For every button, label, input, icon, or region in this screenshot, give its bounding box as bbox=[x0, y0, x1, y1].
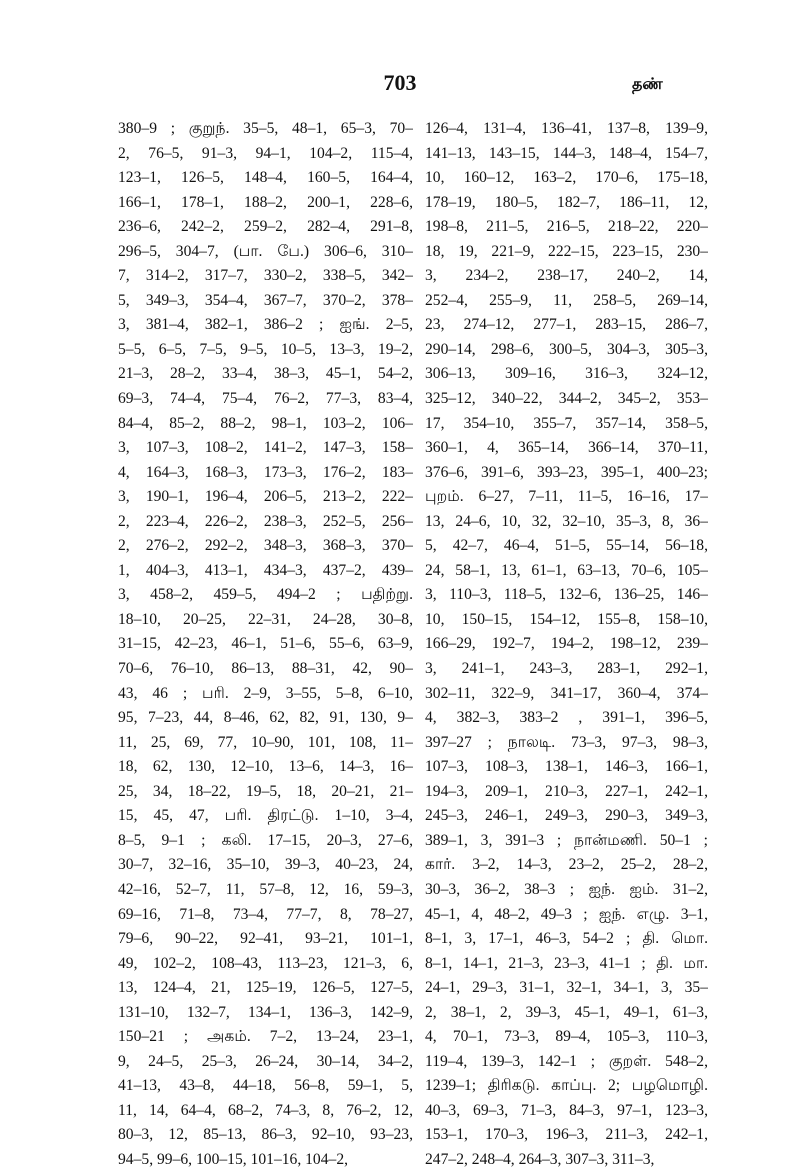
index-line: 119–4, 139–3, 142–1 ; குறள். 548–2, bbox=[425, 1052, 708, 1070]
index-line: 13, 124–4, 21, 125–19, 126–5, 127–5, bbox=[118, 979, 413, 997]
index-line: 49, 102–2, 108–43, 113–23, 121–3, 6, bbox=[118, 954, 413, 972]
index-line: 10, 150–15, 154–12, 155–8, 158–10, bbox=[425, 610, 708, 628]
index-line: 79–6, 90–22, 92–41, 93–21, 101–1, bbox=[118, 930, 413, 948]
index-line: 69–3, 74–4, 75–4, 76–2, 77–3, 83–4, bbox=[118, 390, 413, 408]
index-line: 41–13, 43–8, 44–18, 56–8, 59–1, 5, bbox=[118, 1077, 413, 1095]
index-line: 30–3, 36–2, 38–3 ; ஐந். ஐம். 31–2, bbox=[425, 880, 708, 898]
page-number: 703 bbox=[383, 70, 417, 95]
index-line: 2, 223–4, 226–2, 238–3, 252–5, 256– bbox=[118, 512, 413, 530]
index-line: 30–7, 32–16, 35–10, 39–3, 40–23, 24, bbox=[118, 856, 413, 874]
index-line: 3, 107–3, 108–2, 141–2, 147–3, 158– bbox=[118, 439, 413, 457]
index-line: 1239–1; திரிகடு. காப்பு. 2; பழமொழி. bbox=[425, 1077, 708, 1095]
index-line: 11, 14, 64–4, 68–2, 74–3, 8, 76–2, 12, bbox=[118, 1101, 413, 1119]
index-line: 23, 274–12, 277–1, 283–15, 286–7, bbox=[425, 316, 708, 334]
index-line: 4, 70–1, 73–3, 89–4, 105–3, 110–3, bbox=[425, 1028, 708, 1046]
index-line: 3, 381–4, 382–1, 386–2 ; ஐங். 2–5, bbox=[118, 316, 413, 334]
index-line: 24–1, 29–3, 31–1, 32–1, 34–1, 3, 35– bbox=[425, 979, 708, 997]
index-line: 325–12, 340–22, 344–2, 345–2, 353– bbox=[425, 390, 708, 408]
index-line: 80–3, 12, 85–13, 86–3, 92–10, 93–23, bbox=[118, 1126, 413, 1144]
page-header bbox=[0, 0, 800, 110]
index-line: 31–15, 42–23, 46–1, 51–6, 55–6, 63–9, bbox=[118, 635, 413, 653]
index-line: 15, 45, 47, பரி. திரட்டு. 1–10, 3–4, bbox=[118, 807, 413, 825]
index-line: 11, 25, 69, 77, 10–90, 101, 108, 11– bbox=[118, 733, 413, 751]
index-line: 70–6, 76–10, 86–13, 88–31, 42, 90– bbox=[118, 660, 413, 678]
index-line: 18–10, 20–25, 22–31, 24–28, 30–8, bbox=[118, 610, 413, 628]
index-line: 126–4, 131–4, 136–41, 137–8, 139–9, bbox=[425, 120, 708, 137]
index-line: 25, 34, 18–22, 19–5, 18, 20–21, 21– bbox=[118, 782, 413, 800]
index-line: 7, 314–2, 317–7, 330–2, 338–5, 342– bbox=[118, 267, 413, 285]
index-line: 45–1, 4, 48–2, 49–3 ; ஐந். எழு. 3–1, bbox=[425, 905, 708, 923]
index-line: 8–5, 9–1 ; கலி. 17–15, 20–3, 27–6, bbox=[118, 831, 413, 849]
index-line: 18, 19, 221–9, 222–15, 223–15, 230– bbox=[425, 242, 708, 260]
index-line: 2, 76–5, 91–3, 94–1, 104–2, 115–4, bbox=[118, 144, 413, 162]
right-column bbox=[425, 117, 708, 1173]
left-column bbox=[118, 117, 413, 1173]
index-line: 42–16, 52–7, 11, 57–8, 12, 16, 59–3, bbox=[118, 880, 413, 898]
index-line: 107–3, 108–3, 138–1, 146–3, 166–1, bbox=[425, 758, 708, 776]
index-line: 1, 404–3, 413–1, 434–3, 437–2, 439– bbox=[118, 561, 413, 579]
index-line: 245–3, 246–1, 249–3, 290–3, 349–3, bbox=[425, 807, 708, 825]
index-line: 2, 38–1, 2, 39–3, 45–1, 49–1, 61–3, bbox=[425, 1003, 708, 1021]
index-line: 3, 458–2, 459–5, 494–2 ; பதிற்று. bbox=[118, 586, 413, 604]
index-line: 94–5, 99–6, 100–15, 101–16, 104–2, bbox=[118, 1150, 349, 1168]
index-line: 8–1, 14–1, 21–3, 23–3, 41–1 ; தி. மா. bbox=[425, 954, 708, 972]
index-line: 252–4, 255–9, 11, 258–5, 269–14, bbox=[425, 291, 708, 309]
index-line: 247–2, 248–4, 264–3, 307–3, 311–3, bbox=[425, 1150, 655, 1168]
index-line: 9, 24–5, 25–3, 26–24, 30–14, 34–2, bbox=[118, 1052, 413, 1070]
index-line: 21–3, 28–2, 33–4, 38–3, 45–1, 54–2, bbox=[118, 365, 413, 383]
index-line: 95, 7–23, 44, 8–46, 62, 82, 91, 130, 9– bbox=[118, 709, 413, 727]
index-line: 153–1, 170–3, 196–3, 211–3, 242–1, bbox=[425, 1126, 708, 1144]
index-line: 43, 46 ; பரி. 2–9, 3–55, 5–8, 6–10, bbox=[118, 684, 413, 702]
index-line: 376–6, 391–6, 393–23, 395–1, 400–23; bbox=[425, 463, 708, 481]
index-line: 198–8, 211–5, 216–5, 218–22, 220– bbox=[425, 218, 708, 236]
index-line: 290–14, 298–6, 300–5, 304–3, 305–3, bbox=[425, 340, 708, 358]
index-line: 178–19, 180–5, 182–7, 186–11, 12, bbox=[425, 193, 708, 211]
index-line: 4, 382–3, 383–2 , 391–1, 396–5, bbox=[425, 709, 708, 727]
index-line: புறம். 6–27, 7–11, 11–5, 16–16, 17– bbox=[425, 488, 708, 506]
index-line: 8–1, 3, 17–1, 46–3, 54–2 ; தி. மொ. bbox=[425, 930, 708, 948]
index-line: 5, 42–7, 46–4, 51–5, 55–14, 56–18, bbox=[425, 537, 708, 555]
index-line: 306–13, 309–16, 316–3, 324–12, bbox=[425, 365, 708, 383]
index-line: 69–16, 71–8, 73–4, 77–7, 8, 78–27, bbox=[118, 905, 413, 923]
index-line: 302–11, 322–9, 341–17, 360–4, 374– bbox=[425, 684, 708, 702]
index-line: 166–29, 192–7, 194–2, 198–12, 239– bbox=[425, 635, 708, 653]
index-line: 2, 276–2, 292–2, 348–3, 368–3, 370– bbox=[118, 537, 413, 555]
index-line: 166–1, 178–1, 188–2, 200–1, 228–6, bbox=[118, 193, 413, 211]
running-head: தண் bbox=[632, 74, 663, 93]
index-line: 4, 164–3, 168–3, 173–3, 176–2, 183– bbox=[118, 463, 413, 481]
index-line: 380–9 ; குறுந். 35–5, 48–1, 65–3, 70– bbox=[118, 120, 413, 137]
index-line: 13, 24–6, 10, 32, 32–10, 35–3, 8, 36– bbox=[425, 512, 708, 530]
index-line: 236–6, 242–2, 259–2, 282–4, 291–8, bbox=[118, 218, 413, 236]
index-line: 131–10, 132–7, 134–1, 136–3, 142–9, bbox=[118, 1003, 413, 1021]
index-line: 18, 62, 130, 12–10, 13–6, 14–3, 16– bbox=[118, 758, 413, 776]
index-line: 141–13, 143–15, 144–3, 148–4, 154–7, bbox=[425, 144, 708, 162]
index-line: 84–4, 85–2, 88–2, 98–1, 103–2, 106– bbox=[118, 414, 413, 432]
index-line: 24, 58–1, 13, 61–1, 63–13, 70–6, 105– bbox=[425, 561, 708, 579]
index-line: 194–3, 209–1, 210–3, 227–1, 242–1, bbox=[425, 782, 708, 800]
index-line: 123–1, 126–5, 148–4, 160–5, 164–4, bbox=[118, 169, 413, 187]
index-line: 150–21 ; அகம். 7–2, 13–24, 23–1, bbox=[118, 1028, 413, 1046]
index-line: 3, 190–1, 196–4, 206–5, 213–2, 222– bbox=[118, 488, 413, 506]
index-line: 5, 349–3, 354–4, 367–7, 370–2, 378– bbox=[118, 291, 413, 309]
index-line: 3, 234–2, 238–17, 240–2, 14, bbox=[425, 267, 708, 285]
index-line: 40–3, 69–3, 71–3, 84–3, 97–1, 123–3, bbox=[425, 1101, 708, 1119]
index-line: 397–27 ; நாலடி. 73–3, 97–3, 98–3, bbox=[425, 733, 708, 751]
index-line: கார். 3–2, 14–3, 23–2, 25–2, 28–2, bbox=[425, 856, 708, 874]
index-line: 10, 160–12, 163–2, 170–6, 175–18, bbox=[425, 169, 708, 187]
index-line: 360–1, 4, 365–14, 366–14, 370–11, bbox=[425, 439, 708, 457]
index-line: 3, 241–1, 243–3, 283–1, 292–1, bbox=[425, 660, 708, 678]
index-line: 5–5, 6–5, 7–5, 9–5, 10–5, 13–3, 19–2, bbox=[118, 340, 413, 358]
index-line: 3, 110–3, 118–5, 132–6, 136–25, 146– bbox=[425, 586, 708, 604]
index-line: 389–1, 3, 391–3 ; நான்மணி. 50–1 ; bbox=[425, 831, 708, 849]
index-line: 296–5, 304–7, (பா. பே.) 306–6, 310– bbox=[118, 242, 413, 260]
index-line: 17, 354–10, 355–7, 357–14, 358–5, bbox=[425, 414, 708, 432]
